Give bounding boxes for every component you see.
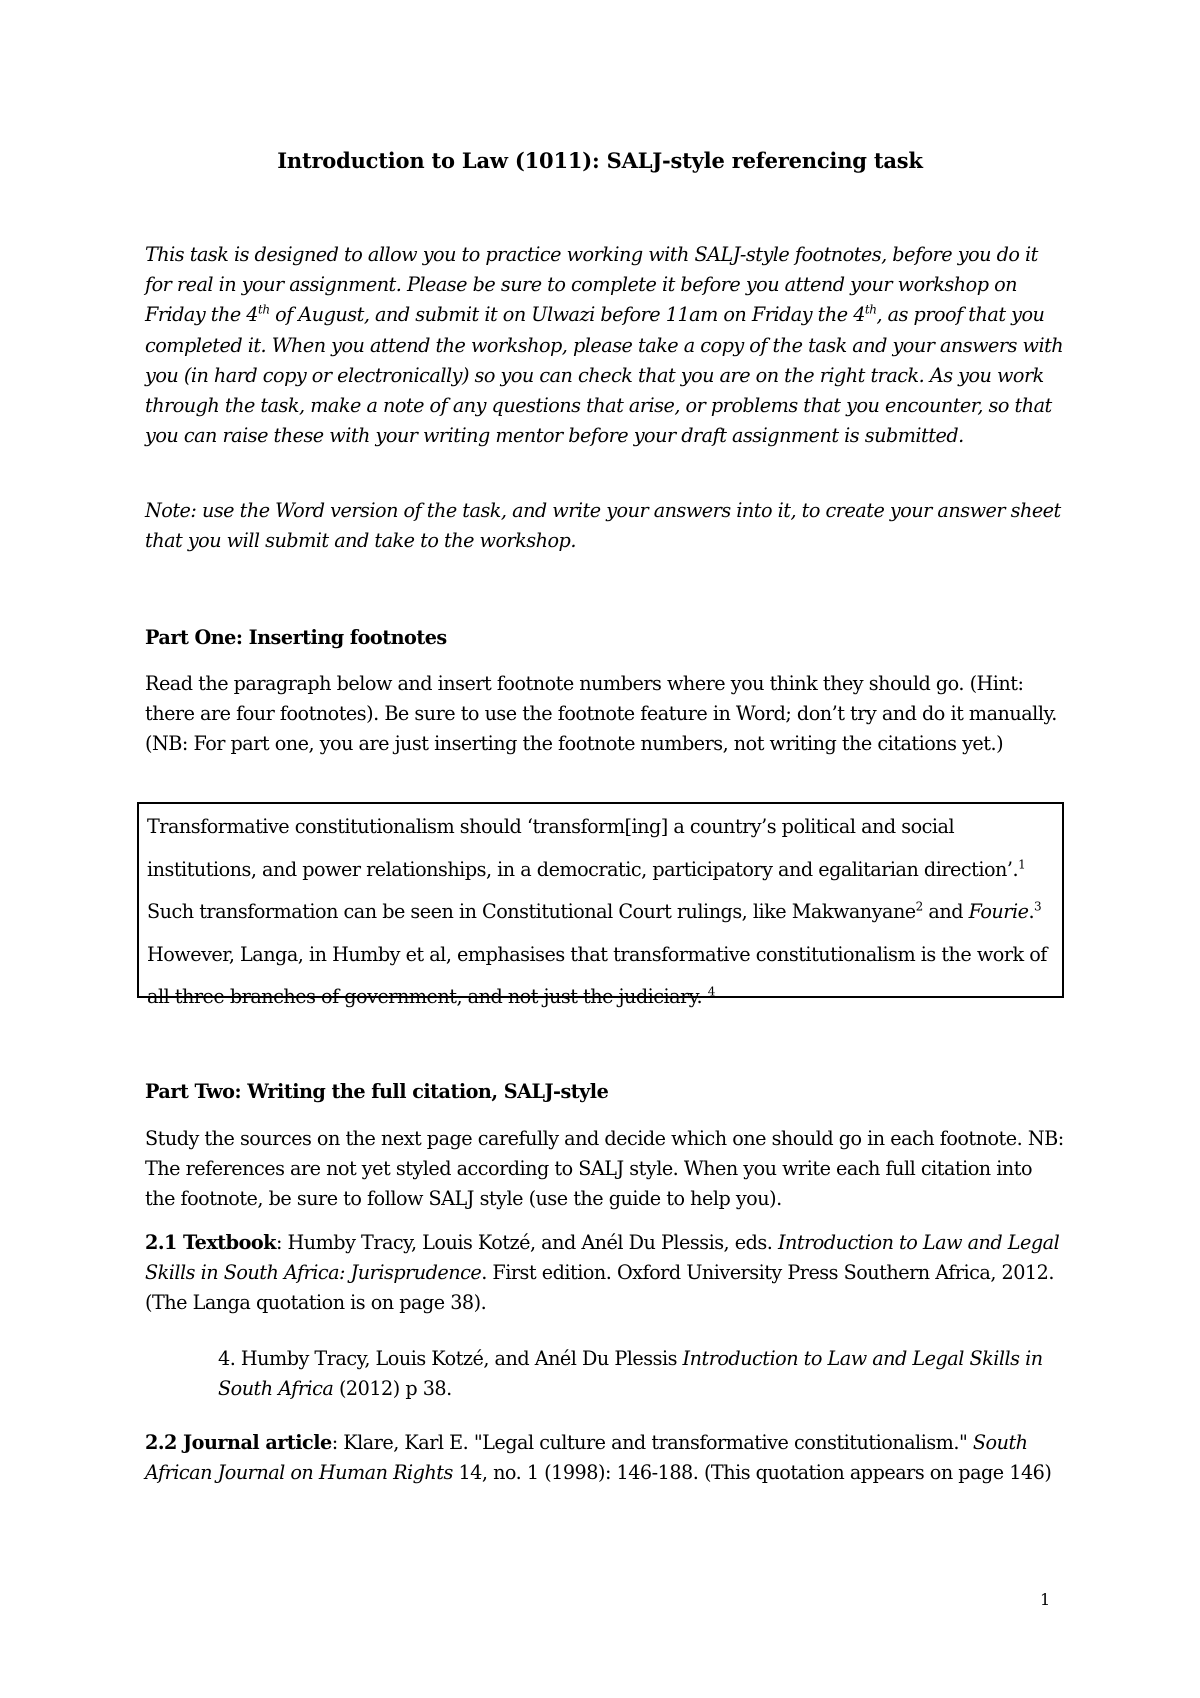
source-text: 14, no. 1 (1998): 146-188. (This quotation appears on page 146) bbox=[452, 1461, 1052, 1485]
intro-text: This task is designed to allow you to practice working with SALJ-style footnotes, before you do it for real in your assignment. Please be sure to complete it before you attend your workshop on Friday the 4 bbox=[145, 243, 1038, 327]
footnote-marker: 3 bbox=[1034, 899, 1042, 914]
source-label: 2.1 Textbook bbox=[145, 1231, 276, 1254]
intro-text: , as proof that you completed it. When you attend the workshop, please take a copy of the task and your answers with you (in hard copy or electronically) so you can check that you are on the right track. As you work through the task, make a note of any questions that arise, or problems that you encounter, so that you can raise these with your writing mentor before your draft assignment is submitted. bbox=[145, 303, 1064, 448]
footnote-marker: 4 bbox=[707, 984, 715, 999]
source-title: Introduction to Law and Legal Skills in South Africa: Jurisprudence bbox=[145, 1231, 1060, 1285]
answer-text: 4. Humby Tracy, Louis Kotzé, and Anél Du Plessis bbox=[218, 1347, 683, 1370]
footnote-marker: 1 bbox=[1018, 857, 1026, 872]
footnote-marker: 2 bbox=[915, 899, 923, 914]
intro-paragraph bbox=[145, 240, 1065, 451]
source-label: 2.2 Journal article bbox=[145, 1431, 332, 1454]
footnote-exercise-box bbox=[137, 802, 1064, 1008]
page-number: 1 bbox=[1040, 1590, 1051, 1609]
page-title: Introduction to Law (1011): SALJ-style referencing task bbox=[277, 148, 923, 173]
source-text: . First edition. Oxford University Press Southern Africa, 2012. (The Langa quotation is on page 38). bbox=[145, 1261, 1054, 1315]
answer-text: (2012) p 38. bbox=[333, 1377, 452, 1401]
box-text: However, Langa, in Humby et al, emphasises that transformative constitutionalism is the work of all three branches of government, and not just the judiciary. bbox=[147, 942, 1047, 1008]
source-text: : Klare, Karl E. "Legal culture and transformative constitutionalism." bbox=[331, 1431, 973, 1454]
part-one-heading: Part One: Inserting footnotes bbox=[145, 626, 447, 649]
answer-title: Introduction to Law and Legal Skills in South Africa bbox=[218, 1347, 1043, 1401]
source-text: : Humby Tracy, Louis Kotzé, and Anél Du Plessis, eds. bbox=[275, 1231, 778, 1254]
superscript: th bbox=[864, 303, 877, 318]
source-2-1-textbook bbox=[145, 1228, 1065, 1319]
intro-text: of August, and submit it on Ulwazi before 11am on Friday the 4 bbox=[269, 303, 865, 327]
box-text: Such transformation can be seen in Constitutional Court rulings, like Makwanyane bbox=[147, 900, 916, 923]
part-two-heading: Part Two: Writing the full citation, SALJ-style bbox=[145, 1080, 609, 1103]
source-2-2-journal-article bbox=[145, 1428, 1065, 1488]
box-text: . bbox=[1028, 900, 1035, 923]
sample-answer-footnote-4 bbox=[218, 1344, 1068, 1404]
box-text: Transformative constitutionalism should ‘transform[ing] a country’s political and social institutions, and power relationships, in a democratic, participatory and egalitarian direction’. bbox=[147, 815, 1019, 881]
superscript: th bbox=[258, 303, 270, 318]
note-paragraph: Note: use the Word version of the task, and write your answers into it, to create your answer sheet that you will submit and take to the workshop. bbox=[145, 499, 1061, 553]
part-two-instructions: Study the sources on the next page carefully and decide which one should go in each footnote. NB: The references are not yet styled according to SALJ style. When you write each full citation into the footnote, be sure to follow SALJ style (use the guide to help you). bbox=[145, 1127, 1064, 1211]
box-text: and bbox=[922, 900, 969, 923]
part-one-instructions: Read the paragraph below and insert footnote numbers where you think they should go. (Hint: there are four footnotes). Be sure to use the footnote feature in Word; don’t try and do it manually. (NB: For part one, you are just inserting the footnote numbers, not writing the citations yet.) bbox=[145, 672, 1057, 756]
journal-title: South African Journal on Human Rights bbox=[145, 1431, 1028, 1485]
case-name: Fourie bbox=[968, 900, 1029, 923]
